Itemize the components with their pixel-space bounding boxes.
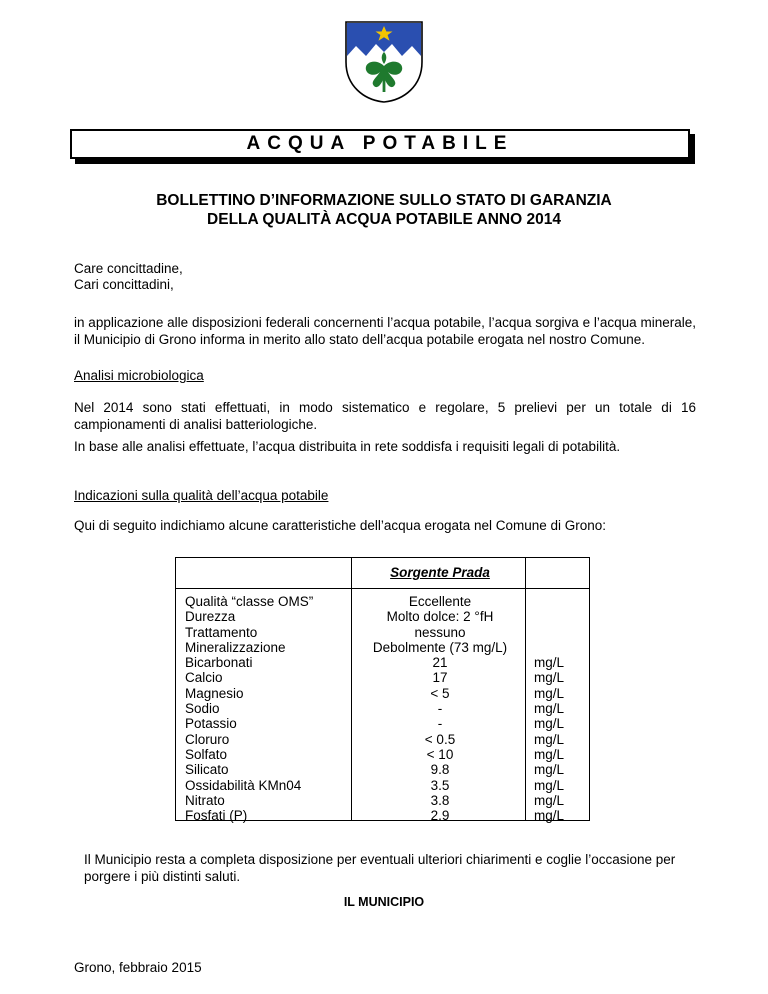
parameter-cell: Qualità “classe OMS” [185,594,314,609]
micro-paragraph: Nel 2014 sono stati effettuati, in modo sistematico e regolare, 5 prelievi per un totale di 16 campionamenti di analisi batteriologiche. [74,400,696,432]
parameter-cell: Magnesio [185,685,244,701]
parameter-cell: Mineralizzazione [185,639,286,655]
table-row [176,640,589,655]
greeting-line-1: Care concittadine, [74,261,183,276]
greeting-line-2: Cari concittadini, [74,277,174,292]
value-cell: 3.5 [430,777,450,793]
table-row [176,793,589,808]
unit-cell: mg/L [534,777,565,793]
unit-cell: mg/L [534,808,565,824]
unit-cell: mg/L [534,792,565,808]
parameter-cell: Durezza [185,609,236,625]
micro-heading: Analisi microbiologica [74,368,204,383]
parameter-cell: Nitrato [185,792,225,808]
value-cell: - [437,716,443,732]
table-row [176,778,589,793]
parameter-cell: Fosfati (P) [185,808,248,824]
place-date: Grono, febbraio 2015 [74,960,202,975]
parameter-cell: Bicarbonati [185,655,253,671]
value-cell: < 5 [430,685,450,701]
parameter-cell: Calcio [185,670,223,686]
unit-cell: mg/L [534,685,565,701]
parameter-cell: Trattamento [185,624,258,640]
value-cell: 3.8 [430,792,450,808]
quality-heading: Indicazioni sulla qualità dell’acqua potabile [74,488,329,503]
value-cell: 9.8 [430,762,450,778]
parameter-cell: Silicato [185,762,229,778]
value-cell: 21 [432,655,448,671]
water-quality-table [175,557,590,824]
table-row [176,762,589,777]
signature: IL MUNICIPIO [343,895,425,909]
unit-cell: mg/L [534,670,565,686]
value-cell: < 10 [426,746,454,762]
table-row [176,609,589,624]
table-body [176,594,589,823]
parameter-cell: Sodio [185,701,220,717]
unit-cell: mg/L [534,701,565,717]
value-cell: nessuno [414,624,466,640]
parameter-cell: Potassio [185,716,237,732]
unit-cell: mg/L [534,731,565,747]
closing-paragraph: Il Municipio resta a completa disposizione per eventuali ulteriori chiarimenti e coglie l’occasione per porgere i più distinti saluti. [84,852,676,884]
table-row [176,701,589,716]
value-cell: 17 [432,670,448,686]
potability-statement: In base alle analisi effettuate, l’acqua distribuita in rete soddisfa i requisiti legali di potabilità. [74,439,621,454]
unit-cell: mg/L [534,746,565,762]
table-row [176,716,589,731]
value-cell: - [437,701,443,717]
unit-cell: mg/L [534,716,565,732]
title-banner [70,129,690,159]
table-row [176,594,589,609]
value-cell: Debolmente (73 mg/L) [372,639,508,655]
table-row [176,808,589,823]
table-column-header: Sorgente Prada [390,565,490,580]
value-cell: < 0.5 [424,731,456,747]
intro-paragraph: in applicazione alle disposizioni federali concernenti l’acqua potabile, l’acqua sorgiva e l’acqua minerale, il Municipio di Grono informa in merito allo stato dell’acqua potabile erogata nel nostro Comune. [74,315,696,347]
table-row [176,732,589,747]
value-cell: 2.9 [430,808,450,824]
table-row [176,686,589,701]
table-row [176,670,589,685]
document-title-line-1: BOLLETTINO D’INFORMAZIONE SULLO STATO DI GARANZIA [156,192,612,209]
coat-of-arms-icon [342,20,426,104]
table-row [176,625,589,640]
value-cell: Eccellente [408,594,472,609]
parameter-cell: Ossidabilità KMn04 [185,777,302,793]
banner-text: ACQUA POTABILE [246,133,514,154]
unit-cell: mg/L [534,762,565,778]
document-title-line-2: DELLA QUALITÀ ACQUA POTABILE ANNO 2014 [207,211,561,228]
unit-cell: mg/L [534,655,565,671]
table-row [176,655,589,670]
table-row [176,747,589,762]
parameter-cell: Solfato [185,746,228,762]
parameter-cell: Cloruro [185,731,230,747]
quality-intro: Qui di seguito indichiamo alcune caratteristiche dell’acqua erogata nel Comune di Grono: [74,518,607,533]
value-cell: Molto dolce: 2 °fH [386,609,494,625]
